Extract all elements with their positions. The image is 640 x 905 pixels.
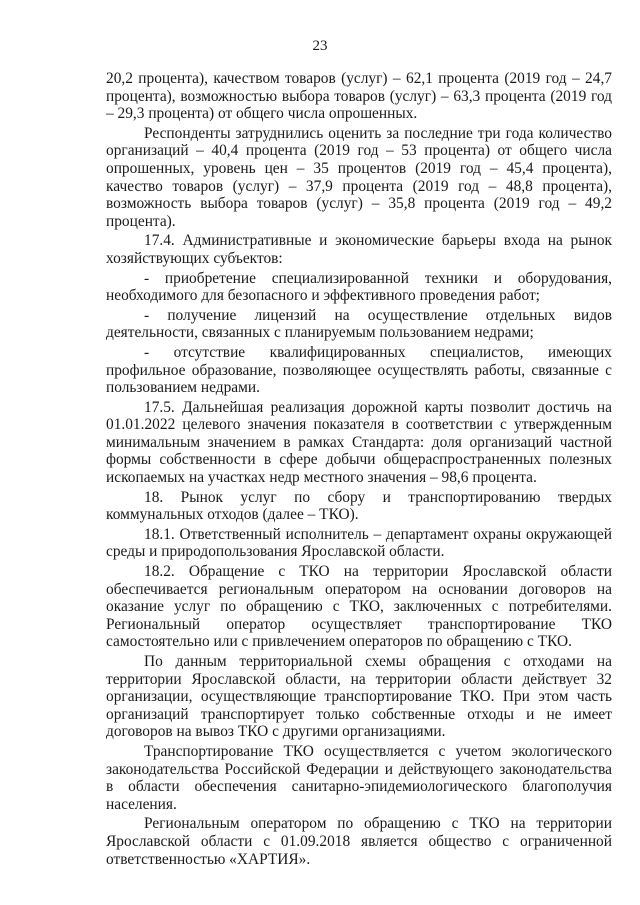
paragraph-territorial-scheme: По данным территориальной схемы обращения с отходами на территории Ярославской области, на территории области действует 32 организации, осуществляющие транспортирование ТКО. При этом часть организаций транспортирует только собственные отходы и не имеет договоров на вывоз ТКО с другими организациями.	[106, 653, 612, 741]
list-item-barrier-specialists: - отсутствие квалифицированных специалистов, имеющих профильное образование, позволяющее осуществлять работы, связанные с пользованием недрами.	[106, 343, 612, 397]
paragraph-section-18-2: 18.2. Обращение с ТКО на территории Ярославской области обеспечивается региональным оператором на основании договоров на оказание услуг по обращению с ТКО, заключенных с потребителями. Региональный оператор осуществляет транспортирование ТКО самостоятельно или с привлечением операторов по обращению с ТКО.	[106, 563, 612, 651]
paragraph-transport-legislation: Транспортирование ТКО осуществляется с учетом экологического законодательства Российской Федерации и действующего законодательства в области обеспечения санитарно-эпидемиологического благополучия населения.	[106, 742, 612, 813]
paragraph-section-18-1: 18.1. Ответственный исполнитель – департамент охраны окружающей среды и природопользования Ярославской области.	[106, 525, 612, 561]
document-body	[106, 70, 612, 870]
paragraph-survey-continuation: 20,2 процента), качеством товаров (услуг) – 62,1 процента (2019 год – 24,7 процента), возможностью выбора товаров (услуг) – 63,3 процента (2019 год – 29,3 процента) от общего числа опрошенных.	[106, 70, 612, 123]
paragraph-regional-operator: Региональным оператором по обращению с ТКО на территории Ярославской области с 01.09.2018 является общество с ограниченной ответственностью «ХАРТИЯ».	[106, 815, 612, 868]
paragraph-respondents-difficulty: Респонденты затруднились оценить за последние три года количество организаций – 40,4 процента (2019 год – 53 процента) от общего числа опрошенных, уровень цен – 35 процентов (2019 год – 45,4 процента), качество товаров (услуг) – 37,9 процента (2019 год – 48,8 процента), возможность выбора товаров (услуг) – 35,8 процента (2019 год – 49,2 процента).	[106, 124, 612, 230]
paragraph-section-17-4: 17.4. Административные и экономические барьеры входа на рынок хозяйствующих субъектов:	[106, 232, 612, 267]
list-item-barrier-licenses: - получение лицензий на осуществление отдельных видов деятельности, связанных с планируемым пользованием недрами;	[106, 306, 612, 342]
section-heading-18: 18. Рынок услуг по сбору и транспортированию твердых коммунальных отходов (далее – ТКО).	[106, 488, 612, 524]
paragraph-section-17-5: 17.5. Дальнейшая реализация дорожной карты позволит достичь на 01.01.2022 целевого значения показателя в соответствии с утвержденным минимальным значением в рамках Стандарта: доля организаций частной формы собственности в сфере добычи общераспространенных полезных ископаемых на участках недр местного значения – 98,6 процента.	[106, 398, 612, 487]
list-item-barrier-equipment: - приобретение специализированной техники и оборудования, необходимого для безопасного и эффективного проведения работ;	[106, 269, 612, 305]
page-number: 23	[312, 38, 328, 54]
